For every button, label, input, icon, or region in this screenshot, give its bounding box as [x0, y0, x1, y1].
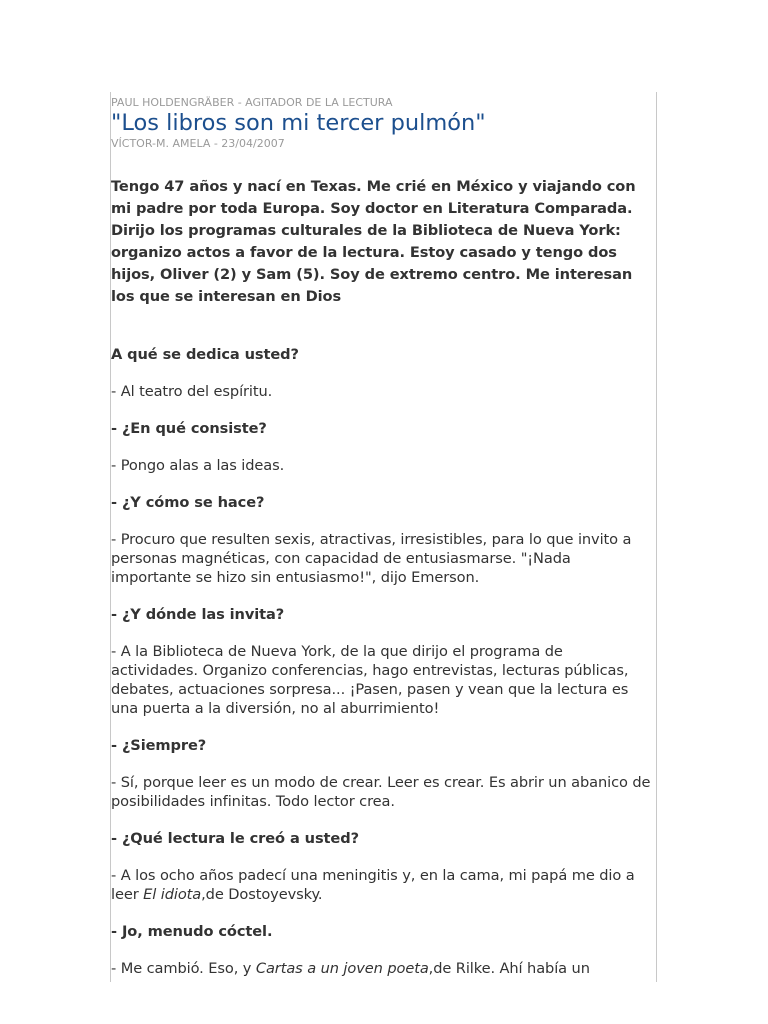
answer-4: - A la Biblioteca de Nueva York, de la que dirijo el programa de actividades. Organizo conferencias, hago entrevistas, lecturas públicas, debates, actuaciones sorpresa... ¡Pasen, pasen y vean que la lectura es una puerta a la diversión, no al aburrimiento! — [111, 643, 629, 717]
question-7: - Jo, menudo cóctel. — [111, 923, 273, 940]
question-4: - ¿Y dónde las invita? — [111, 606, 285, 623]
answer-3: - Procuro que resulten sexis, atractivas, irresistibles, para lo que invito a personas magnéticas, con capacidad de entusiasmarse. "¡Nada importante se hizo sin entusiasmo!", dijo Emerson. — [111, 531, 632, 586]
question-2: - ¿En qué consiste? — [111, 420, 267, 437]
article-intro: Tengo 47 años y nací en Texas. Me crié en México y viajando con mi padre por toda Europa. Soy doctor en Literatura Comparada. Dirijo los programas culturales de la Biblioteca de Nueva York: organizo actos a favor de la lectura. Estoy casado y tengo dos hijos, Oliver (2) y Sam (5). Soy de extremo centro. Me interesan los que se interesan en Dios — [111, 178, 636, 305]
question-6: - ¿Qué lectura le creó a usted? — [111, 830, 359, 847]
answer-1: - Al teatro del espíritu. — [111, 383, 273, 400]
answer-7 — [111, 959, 651, 978]
answer-6-text-end: ,de Dostoyevsky. — [201, 886, 323, 903]
answer-6 — [111, 866, 651, 904]
article-title: "Los libros son mi tercer pulmón" — [111, 110, 486, 136]
answer-6-text-start: - A los ocho años padecí una meningitis y, en la cama, mi papá me dio a leer — [111, 867, 635, 903]
question-3: - ¿Y cómo se hace? — [111, 494, 265, 511]
article-byline: VÍCTOR-M. AMELA - 23/04/2007 — [111, 137, 285, 150]
question-1: A qué se dedica usted? — [111, 346, 299, 363]
answer-5: - Sí, porque leer es un modo de crear. Leer es crear. Es abrir un abanico de posibilidades infinitas. Todo lector crea. — [111, 774, 651, 810]
answer-2: - Pongo alas a las ideas. — [111, 457, 285, 474]
book-title-el-idiota: El idiota — [143, 886, 202, 903]
answer-7-text-start: - Me cambió. Eso, y — [111, 960, 256, 977]
article-frame — [110, 92, 657, 982]
answer-7-text-end: ,de Rilke. Ahí había un — [428, 960, 590, 977]
question-5: - ¿Siempre? — [111, 737, 207, 754]
book-title-cartas: Cartas a un joven poeta — [255, 960, 429, 977]
article-kicker: PAUL HOLDENGRÄBER - AGITADOR DE LA LECTURA — [111, 96, 393, 109]
article-content — [111, 96, 651, 978]
